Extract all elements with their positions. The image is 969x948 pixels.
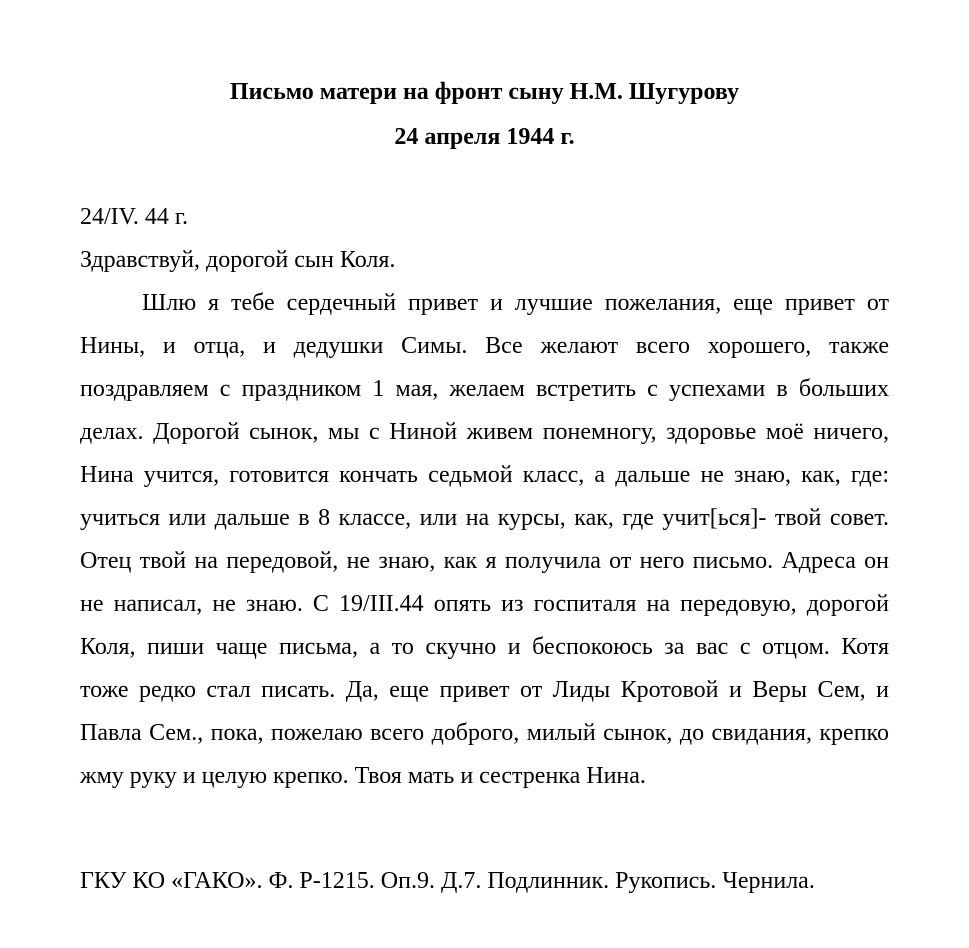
paragraph-line: Нина учится, готовится кончать седьмой класс, а дальше не знаю, как, где: <box>80 462 889 488</box>
date-line: 24/IV. 44 г. <box>80 204 189 230</box>
paragraph-line: не написал, не знаю. С 19/III.44 опять из госпиталя на передовую, дорогой <box>80 591 889 617</box>
paragraph-line: Павла Сем., пока, пожелаю всего доброго, милый сынок, до свидания, крепко <box>80 720 889 746</box>
paragraph-line: жму руку и целую крепко. Твоя мать и сестренка Нина. <box>80 763 646 789</box>
paragraph-line: Нины, и отца, и дедушки Симы. Все желают всего хорошего, также <box>80 333 889 359</box>
paragraph-line: делах. Дорогой сынок, мы с Ниной живем понемногу, здоровье моё ничего, <box>80 419 889 445</box>
paragraph-line: учиться или дальше в 8 классе, или на курсы, как, где учит[ься]- твой совет. <box>80 505 889 531</box>
archive-reference: ГКУ КО «ГАКО». Ф. Р-1215. Оп.9. Д.7. Подлинник. Рукопись. Чернила. <box>80 868 815 894</box>
paragraph-line: Коля, пиши чаще письма, а то скучно и беспокоюсь за вас с отцом. Котя <box>80 634 889 660</box>
title-line-1: Письмо матери на фронт сыну Н.М. Шугурову <box>229 79 740 105</box>
paragraph-line: Шлю я тебе сердечный привет и лучшие пожелания, еще привет от <box>142 290 889 316</box>
letter-paragraph <box>80 282 889 798</box>
document-title <box>80 70 889 160</box>
paragraph-line: Отец твой на передовой, не знаю, как я получила от него письмо. Адреса он <box>80 548 889 574</box>
paragraph-line: тоже редко стал писать. Да, еще привет от Лиды Кротовой и Веры Сем, и <box>80 677 889 703</box>
title-line-2: 24 апреля 1944 г. <box>394 124 575 150</box>
paragraph-line: поздравляем с праздником 1 мая, желаем встретить с успехами в больших <box>80 376 889 402</box>
salutation: Здравствуй, дорогой сын Коля. <box>80 247 396 273</box>
letter-body <box>80 196 889 798</box>
